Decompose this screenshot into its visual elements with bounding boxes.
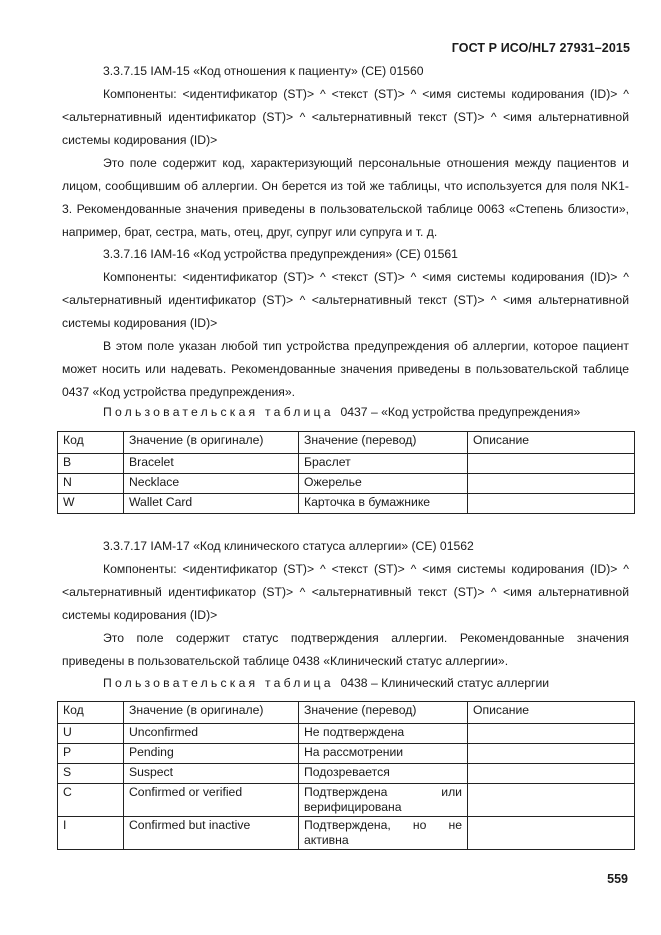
- table-row: [58, 494, 635, 514]
- table-row: [58, 744, 635, 764]
- cell: Suspect: [124, 764, 299, 784]
- cell: Necklace: [124, 474, 299, 494]
- cell: Подозревается: [299, 764, 468, 784]
- col-header: Код: [58, 702, 124, 724]
- cell: [468, 744, 635, 764]
- section-heading: 3.3.7.16 IAM-16 «Код устройства предупреждения» (CE) 01561: [103, 247, 458, 261]
- cell: Подтверждена, но не активна: [299, 817, 468, 850]
- table-header-row: [58, 432, 635, 454]
- description-paragraph: Это поле содержит код, характеризующий персональные отношения между пациентов и лицом, сообщившим об аллергии. Он берется из той же таблицы, что используется для поля NK1-3. Рекомендованные значения приведены в пользовательской таблице 0063 «Степень близости», например, брат, сестра, мать, отец, друг, супруг или супруга и т. д.: [62, 156, 629, 239]
- caption-title: 0437 – «Код устройства предупреждения»: [340, 405, 581, 419]
- cell: Ожерелье: [299, 474, 468, 494]
- cell: I: [58, 817, 124, 850]
- section-iam-15: [62, 60, 629, 244]
- components-paragraph: Компоненты: <идентификатор (ST)> ^ <текст (ST)> ^ <имя системы кодирования (ID)> ^ <альтернативный идентификатор (ST)> ^ <альтернативный текст (ST)> ^ <имя альтернативной системы кодирования (ID)>: [62, 562, 629, 622]
- section-iam-16: [62, 243, 629, 404]
- col-header: Описание: [468, 702, 635, 724]
- cell: Confirmed or verified: [124, 784, 299, 817]
- cell: [468, 454, 635, 474]
- section-iam-17: [62, 535, 629, 673]
- cell: На рассмотрении: [299, 744, 468, 764]
- components-paragraph: Компоненты: <идентификатор (ST)> ^ <текст (ST)> ^ <имя системы кодирования (ID)> ^ <альтернативный идентификатор (ST)> ^ <альтернативный текст (ST)> ^ <имя альтернативной системы кодирования (ID)>: [62, 87, 629, 147]
- col-header: Код: [58, 432, 124, 454]
- cell: Confirmed but inactive: [124, 817, 299, 850]
- col-header: Значение (перевод): [299, 432, 468, 454]
- cell: [468, 474, 635, 494]
- table-row: [58, 817, 635, 850]
- cell: Wallet Card: [124, 494, 299, 514]
- col-header: Значение (в оригинале): [124, 702, 299, 724]
- table-caption-0437: [103, 405, 580, 419]
- col-header: Значение (в оригинале): [124, 432, 299, 454]
- table-row: [58, 724, 635, 744]
- cell: Bracelet: [124, 454, 299, 474]
- table-caption-0438: [103, 676, 549, 690]
- section-heading: 3.3.7.15 IAM-15 «Код отношения к пациенту» (CE) 01560: [103, 64, 424, 78]
- cell: [468, 764, 635, 784]
- cell: Unconfirmed: [124, 724, 299, 744]
- section-heading: 3.3.7.17 IAM-17 «Код клинического статуса аллергии» (CE) 01562: [103, 539, 474, 553]
- page-number: 559: [607, 872, 628, 886]
- caption-spaced-label: Пользовательская таблица: [103, 676, 334, 690]
- description-paragraph: Это поле содержит статус подтверждения аллергии. Рекомендованные значения приведены в пользовательской таблице 0438 «Клинический статус аллергии».: [62, 631, 629, 668]
- cell: Карточка в бумажнике: [299, 494, 468, 514]
- cell: N: [58, 474, 124, 494]
- table-0438: [57, 701, 635, 850]
- table-row: [58, 764, 635, 784]
- cell: P: [58, 744, 124, 764]
- col-header: Описание: [468, 432, 635, 454]
- cell: C: [58, 784, 124, 817]
- table-row: [58, 784, 635, 817]
- cell: Не подтверждена: [299, 724, 468, 744]
- cell: U: [58, 724, 124, 744]
- cell: W: [58, 494, 124, 514]
- cell: B: [58, 454, 124, 474]
- cell: [468, 724, 635, 744]
- col-header: Значение (перевод): [299, 702, 468, 724]
- table-row: [58, 454, 635, 474]
- cell: Pending: [124, 744, 299, 764]
- components-paragraph: Компоненты: <идентификатор (ST)> ^ <текст (ST)> ^ <имя системы кодирования (ID)> ^ <альтернативный идентификатор (ST)> ^ <альтернативный текст (ST)> ^ <имя альтернативной системы кодирования (ID)>: [62, 270, 629, 330]
- document-header: ГОСТ Р ИСО/HL7 27931–2015: [451, 41, 630, 55]
- table-row: [58, 474, 635, 494]
- table-0437: [57, 431, 635, 514]
- cell: Браслет: [299, 454, 468, 474]
- cell: [468, 494, 635, 514]
- table-header-row: [58, 702, 635, 724]
- caption-title: 0438 – Клинический статус аллергии: [340, 676, 550, 690]
- cell: Подтверждена или верифицирована: [299, 784, 468, 817]
- cell: [468, 817, 635, 850]
- caption-spaced-label: Пользовательская таблица: [103, 405, 334, 419]
- description-paragraph: В этом поле указан любой тип устройства предупреждения об аллергии, которое пациент может носить или надевать. Рекомендованные значения приведены в пользовательской таблице 0437 «Код устройства предупреждения».: [62, 339, 629, 399]
- cell: [468, 784, 635, 817]
- cell: S: [58, 764, 124, 784]
